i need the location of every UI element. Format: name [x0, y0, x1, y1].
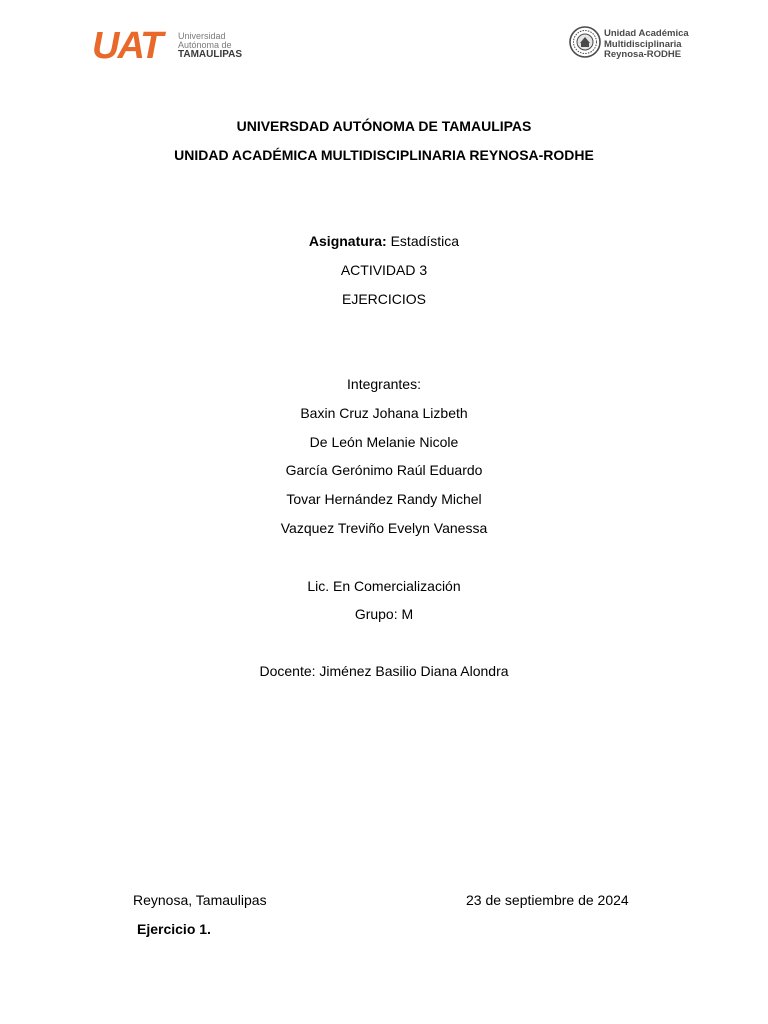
exercises-line: EJERCICIOS: [341, 291, 426, 307]
subject-value: Estadística: [386, 233, 460, 249]
rodhe-logo-line2: Multidisciplinaria: [604, 38, 682, 50]
exercise-heading: Ejercicio 1.: [137, 921, 211, 937]
uat-logo-letters: UAT: [92, 25, 162, 67]
unit-title: UNIDAD ACADÉMICA MULTIDISCIPLINARIA REYNOSA-RODHE: [174, 147, 594, 163]
rodhe-logo-line3: Reynosa-RODHE: [604, 49, 682, 60]
uat-logo: [92, 26, 262, 66]
subject-label: Asignatura:: [308, 233, 387, 249]
rodhe-logo-line1: Unidad Académica: [604, 28, 689, 39]
uat-logo-line1: Universidad: [178, 31, 226, 41]
rodhe-logo-text: [604, 29, 689, 61]
seal-icon: [569, 26, 601, 58]
member-item: Tovar Hernández Randy Michel: [286, 491, 482, 507]
member-item: García Gerónimo Raúl Eduardo: [285, 462, 483, 478]
uat-logo-text: [178, 32, 242, 59]
activity-line: ACTIVIDAD 3: [340, 262, 428, 278]
rodhe-logo: [569, 26, 709, 62]
place-line: Reynosa, Tamaulipas: [133, 892, 267, 908]
member-item: Baxin Cruz Johana Lizbeth: [300, 405, 468, 421]
teacher-line: Docente: Jiménez Basilio Diana Alondra: [259, 663, 509, 679]
members-label: Integrantes:: [347, 376, 421, 392]
uat-logo-line3: TAMAULIPAS: [178, 49, 243, 60]
degree-line: Lic. En Comercialización: [307, 578, 461, 594]
group-line: Grupo: M: [354, 606, 414, 622]
subject-line: [0, 232, 768, 250]
date-line: 23 de septiembre de 2024: [466, 892, 629, 908]
member-item: De León Melanie Nicole: [309, 434, 459, 450]
uat-logo-line2: Autónoma de: [178, 40, 232, 50]
member-item: Vazquez Treviño Evelyn Vanessa: [280, 520, 488, 536]
university-title: UNIVERSDAD AUTÓNOMA DE TAMAULIPAS: [236, 118, 532, 134]
